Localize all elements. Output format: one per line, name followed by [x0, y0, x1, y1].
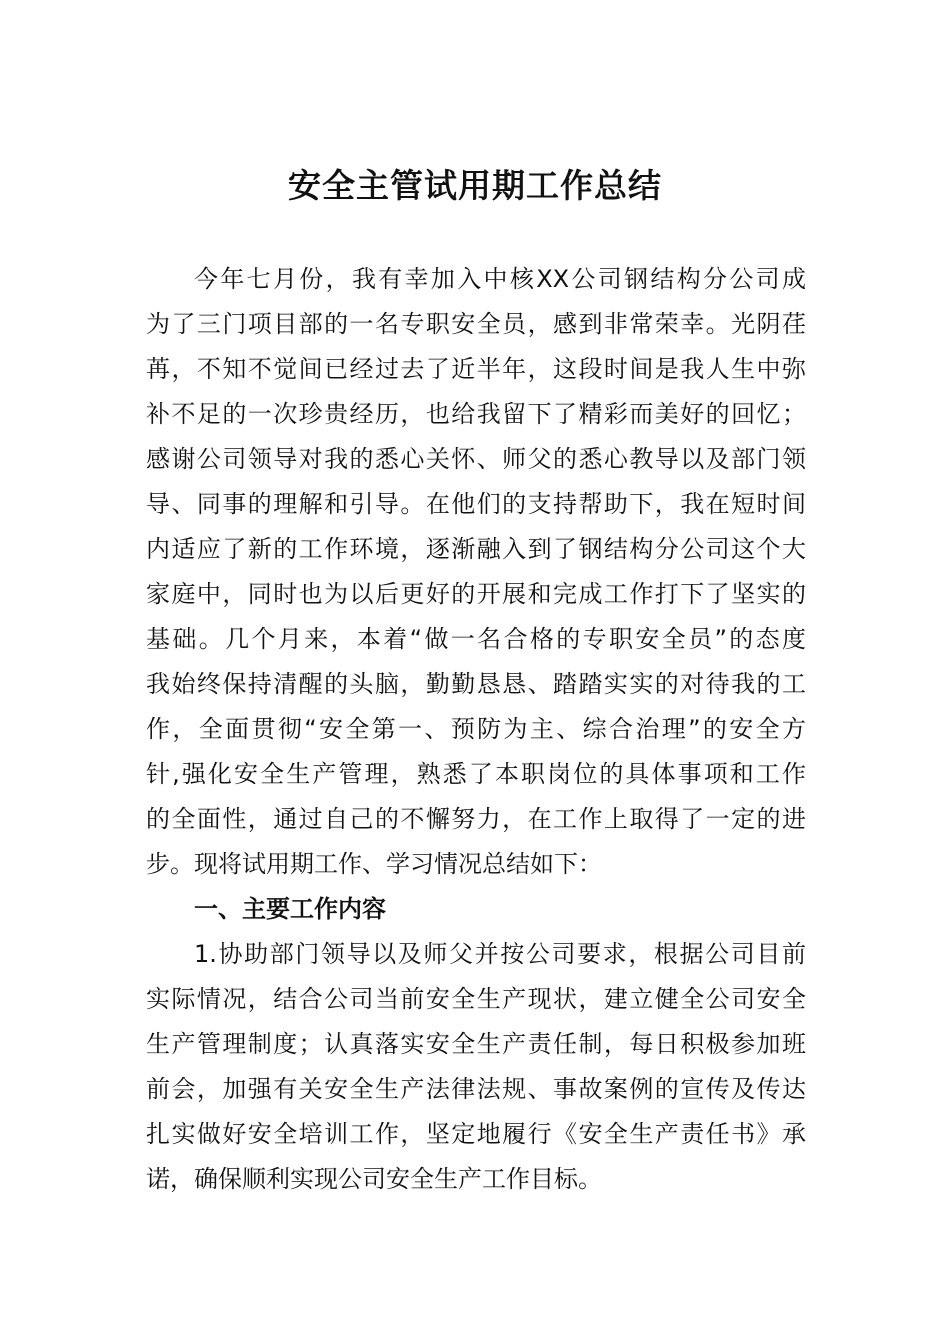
intro-line: 内适应了新的工作环境，逐渐融入到了钢结构分公司这个大: [146, 535, 806, 563]
item1-line: 实际情况，结合公司当前安全生产现状，建立健全公司安全: [146, 985, 806, 1013]
document-title: 安全主管试用期工作总结: [288, 166, 662, 205]
intro-line: 家庭中，同时也为以后更好的开展和完成工作打下了坚实的: [146, 580, 806, 608]
intro-line: 为了三门项目部的一名专职安全员，感到非常荣幸。光阴荏: [146, 310, 806, 338]
item1-line: 1.协助部门领导以及师父并按公司要求，根据公司目前: [194, 940, 806, 968]
intro-line: 的全面性，通过自己的不懈努力，在工作上取得了一定的进: [146, 805, 806, 833]
intro-line: 补不足的一次珍贵经历，也给我留下了精彩而美好的回忆；: [146, 400, 806, 428]
intro-line: 苒，不知不觉间已经过去了近半年，这段时间是我人生中弥: [146, 355, 806, 383]
item1-line: 扎实做好安全培训工作，坚定地履行《安全生产责任书》承: [146, 1120, 806, 1148]
item1-line: 诺，确保顺利实现公司安全生产工作目标。: [146, 1165, 602, 1193]
intro-line: 感谢公司领导对我的悉心关怀、师父的悉心教导以及部门领: [146, 445, 806, 473]
intro-line: 步。现将试用期工作、学习情况总结如下：: [146, 850, 602, 878]
item1-line: 生产管理制度；认真落实安全生产责任制，每日积极参加班: [146, 1030, 806, 1058]
intro-line: 作，全面贯彻“安全第一、预防为主、综合治理”的安全方: [146, 715, 806, 743]
intro-line: 导、同事的理解和引导。在他们的支持帮助下，我在短时间: [146, 490, 806, 518]
intro-line: 针,强化安全生产管理，熟悉了本职岗位的具体事项和工作: [146, 760, 806, 788]
section-heading: 一、主要工作内容: [194, 895, 386, 923]
intro-line: 基础。几个月来，本着“做一名合格的专职安全员”的态度: [146, 625, 806, 653]
intro-line: 我始终保持清醒的头脑，勤勤恳恳、踏踏实实的对待我的工: [146, 670, 806, 698]
item1-line: 前会，加强有关安全生产法律法规、事故案例的宣传及传达: [146, 1075, 806, 1103]
intro-line: 今年七月份，我有幸加入中核XX公司钢结构分公司成: [194, 265, 806, 293]
